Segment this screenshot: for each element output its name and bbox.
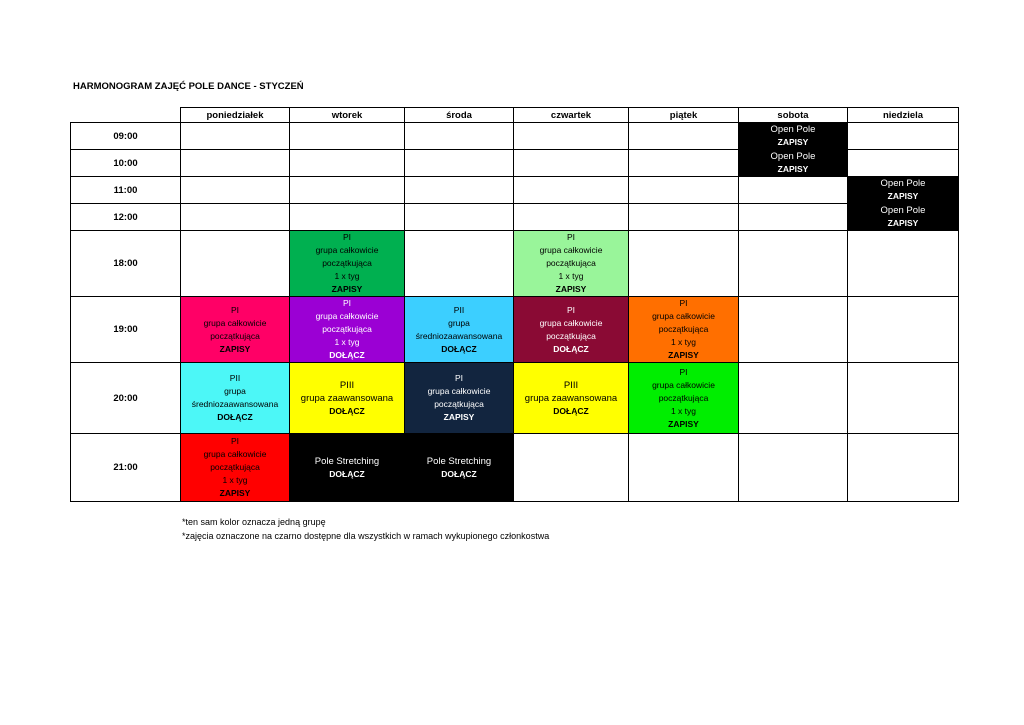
- class-detail: 1 x tyg: [558, 271, 584, 281]
- class-slot[interactable]: [629, 363, 739, 434]
- class-slot[interactable]: [739, 123, 848, 150]
- empty-slot: [181, 231, 290, 297]
- schedule-table: [70, 107, 959, 502]
- schedule-row: [71, 434, 959, 502]
- corner-cell: [71, 108, 181, 123]
- time-label: 11:00: [71, 177, 181, 204]
- schedule-row: [71, 204, 959, 231]
- schedule-row: [71, 231, 959, 297]
- empty-slot: [405, 150, 514, 177]
- signup-link[interactable]: ZAPISY: [668, 350, 699, 360]
- class-slot[interactable]: [848, 177, 959, 204]
- empty-slot: [514, 150, 629, 177]
- class-slot[interactable]: [181, 363, 290, 434]
- empty-slot: [181, 150, 290, 177]
- empty-slot: [848, 363, 959, 434]
- class-detail: 1 x tyg: [334, 271, 360, 281]
- class-slot[interactable]: [181, 434, 290, 502]
- page-title: HARMONOGRAM ZAJĘĆ POLE DANCE - STYCZEŃ: [73, 81, 304, 92]
- class-name: Open Pole: [880, 178, 926, 189]
- class-name: Open Pole: [770, 151, 816, 162]
- note-line: *ten sam kolor oznacza jedną grupę: [182, 517, 326, 527]
- empty-slot: [181, 177, 290, 204]
- class-slot-content: [405, 363, 513, 433]
- class-slot[interactable]: [514, 297, 629, 363]
- signup-link[interactable]: ZAPISY: [887, 191, 919, 201]
- signup-link[interactable]: ZAPISY: [331, 284, 363, 294]
- empty-slot: [739, 177, 848, 204]
- class-slot-content: [181, 363, 289, 433]
- empty-slot: [181, 204, 290, 231]
- class-slot[interactable]: [514, 231, 629, 297]
- class-detail: grupa zaawansowana: [524, 392, 618, 404]
- empty-slot: [629, 177, 739, 204]
- class-slot-content: [848, 204, 958, 230]
- schedule-row: [71, 297, 959, 363]
- empty-slot: [739, 434, 848, 502]
- class-name: PI: [342, 298, 352, 308]
- class-detail: grupa całkowicie: [539, 317, 603, 328]
- class-slot-content: [514, 297, 628, 362]
- time-label: 21:00: [71, 434, 181, 502]
- class-slot-content: [181, 434, 289, 501]
- empty-slot: [514, 123, 629, 150]
- class-detail: początkująca: [322, 324, 372, 334]
- schedule-row: [71, 363, 959, 434]
- empty-slot: [405, 231, 514, 297]
- note-line: *zajęcia oznaczone na czarno dostępne dla wszystkich w ramach wykupionego członkostwa: [182, 531, 550, 541]
- class-detail: początkująca: [210, 462, 260, 472]
- class-slot-content: [739, 150, 847, 176]
- class-name: PIII: [563, 379, 579, 391]
- class-name: PI: [679, 298, 688, 308]
- class-slot[interactable]: [181, 297, 290, 363]
- class-detail: 1 x tyg: [670, 405, 697, 416]
- class-slot-content: [405, 434, 513, 501]
- class-detail: średniozaawansowana: [191, 399, 279, 409]
- class-detail: grupa całkowicie: [203, 317, 267, 328]
- empty-slot: [739, 204, 848, 231]
- class-detail: 1 x tyg: [334, 337, 360, 347]
- class-slot-content: [629, 363, 738, 433]
- class-slot-content: [290, 297, 404, 362]
- class-name: Open Pole: [880, 205, 926, 216]
- time-label: 09:00: [71, 123, 181, 150]
- class-slot-content: [514, 231, 628, 296]
- empty-slot: [290, 150, 405, 177]
- day-header: wtorek: [290, 108, 405, 123]
- class-slot-content: [181, 297, 289, 362]
- class-slot[interactable]: [629, 297, 739, 363]
- signup-link[interactable]: ZAPISY: [668, 418, 699, 429]
- class-detail: grupa całkowicie: [652, 379, 715, 390]
- empty-slot: [405, 123, 514, 150]
- class-detail: początkująca: [658, 324, 709, 334]
- class-name: PI: [230, 304, 240, 315]
- class-detail: grupa całkowicie: [315, 311, 379, 321]
- class-name: PI: [566, 304, 576, 315]
- empty-slot: [290, 177, 405, 204]
- signup-link[interactable]: ZAPISY: [777, 137, 809, 147]
- class-name: PII: [453, 304, 465, 315]
- empty-slot: [514, 204, 629, 231]
- header-row: [71, 108, 959, 123]
- signup-link[interactable]: DOŁĄCZ: [329, 350, 365, 360]
- class-name: PII: [229, 373, 241, 383]
- class-detail: początkująca: [210, 330, 260, 341]
- day-header: poniedziałek: [181, 108, 290, 123]
- class-detail: średniozaawansowana: [415, 330, 503, 341]
- empty-slot: [848, 150, 959, 177]
- schedule-row: [71, 123, 959, 150]
- class-slot[interactable]: [290, 297, 405, 363]
- class-detail: 1 x tyg: [222, 475, 248, 485]
- class-slot[interactable]: [405, 297, 514, 363]
- class-detail: początkująca: [658, 392, 709, 403]
- class-name: Pole Stretching: [314, 455, 380, 467]
- class-slot[interactable]: [739, 150, 848, 177]
- signup-link[interactable]: DOŁĄCZ: [553, 343, 589, 354]
- class-detail: początkująca: [322, 258, 372, 268]
- day-header: środa: [405, 108, 514, 123]
- signup-link[interactable]: DOŁĄCZ: [553, 405, 589, 416]
- day-header: niedziela: [848, 108, 959, 123]
- class-name: PI: [454, 373, 464, 383]
- signup-link[interactable]: DOŁĄCZ: [217, 412, 253, 422]
- schedule-body: [71, 123, 959, 502]
- schedule-row: [71, 177, 959, 204]
- signup-link[interactable]: DOŁĄCZ: [329, 468, 365, 479]
- empty-slot: [629, 434, 739, 502]
- empty-slot: [629, 123, 739, 150]
- class-slot[interactable]: [290, 231, 405, 297]
- notes: [182, 515, 549, 543]
- signup-link[interactable]: ZAPISY: [555, 284, 587, 294]
- class-slot[interactable]: [405, 363, 514, 434]
- class-slot-content: [290, 363, 404, 433]
- empty-slot: [848, 231, 959, 297]
- class-slot[interactable]: [290, 363, 405, 434]
- day-header: sobota: [739, 108, 848, 123]
- class-name: PI: [566, 232, 576, 242]
- class-slot-content: [514, 363, 628, 433]
- time-label: 12:00: [71, 204, 181, 231]
- class-detail: grupa całkowicie: [539, 245, 603, 255]
- class-name: PI: [679, 366, 688, 377]
- class-slot-content: [629, 297, 738, 362]
- class-slot-content: [405, 297, 513, 362]
- empty-slot: [405, 204, 514, 231]
- class-slot-content: [739, 123, 847, 149]
- signup-link[interactable]: ZAPISY: [777, 164, 809, 174]
- empty-slot: [629, 150, 739, 177]
- empty-slot: [739, 297, 848, 363]
- empty-slot: [848, 434, 959, 502]
- signup-link[interactable]: DOŁĄCZ: [441, 468, 477, 479]
- class-name: PI: [342, 232, 352, 242]
- empty-slot: [514, 434, 629, 502]
- class-slot[interactable]: [290, 434, 405, 502]
- class-detail: początkująca: [546, 330, 596, 341]
- signup-link[interactable]: ZAPISY: [219, 343, 251, 354]
- signup-link[interactable]: DOŁĄCZ: [441, 343, 477, 354]
- time-label: 20:00: [71, 363, 181, 434]
- signup-link[interactable]: ZAPISY: [887, 218, 919, 228]
- empty-slot: [290, 123, 405, 150]
- class-detail: początkująca: [546, 258, 596, 268]
- empty-slot: [514, 177, 629, 204]
- time-label: 10:00: [71, 150, 181, 177]
- day-header: czwartek: [514, 108, 629, 123]
- class-slot-content: [290, 231, 404, 296]
- class-slot[interactable]: [405, 434, 514, 502]
- class-name: Open Pole: [770, 124, 816, 135]
- signup-link[interactable]: ZAPISY: [443, 412, 475, 422]
- class-slot[interactable]: [848, 204, 959, 231]
- class-detail: początkująca: [434, 399, 484, 409]
- class-detail: grupa: [224, 386, 246, 396]
- schedule-row: [71, 150, 959, 177]
- class-slot-content: [290, 434, 404, 501]
- class-detail: grupa całkowicie: [203, 449, 267, 459]
- class-name: PIII: [339, 379, 355, 391]
- class-slot[interactable]: [514, 363, 629, 434]
- empty-slot: [629, 204, 739, 231]
- class-detail: grupa całkowicie: [427, 386, 491, 396]
- signup-link[interactable]: DOŁĄCZ: [329, 405, 365, 416]
- class-detail: grupa całkowicie: [652, 311, 715, 321]
- day-header: piątek: [629, 108, 739, 123]
- class-detail: grupa całkowicie: [315, 245, 379, 255]
- class-name: PI: [230, 436, 240, 446]
- time-label: 18:00: [71, 231, 181, 297]
- class-detail: 1 x tyg: [670, 337, 697, 347]
- class-detail: grupa: [448, 317, 470, 328]
- class-name: Pole Stretching: [426, 455, 492, 467]
- empty-slot: [629, 231, 739, 297]
- empty-slot: [405, 177, 514, 204]
- class-detail: grupa zaawansowana: [300, 392, 394, 404]
- empty-slot: [848, 123, 959, 150]
- empty-slot: [739, 363, 848, 434]
- empty-slot: [290, 204, 405, 231]
- empty-slot: [181, 123, 290, 150]
- class-slot-content: [848, 177, 958, 203]
- signup-link[interactable]: ZAPISY: [219, 488, 251, 498]
- time-label: 19:00: [71, 297, 181, 363]
- empty-slot: [739, 231, 848, 297]
- empty-slot: [848, 297, 959, 363]
